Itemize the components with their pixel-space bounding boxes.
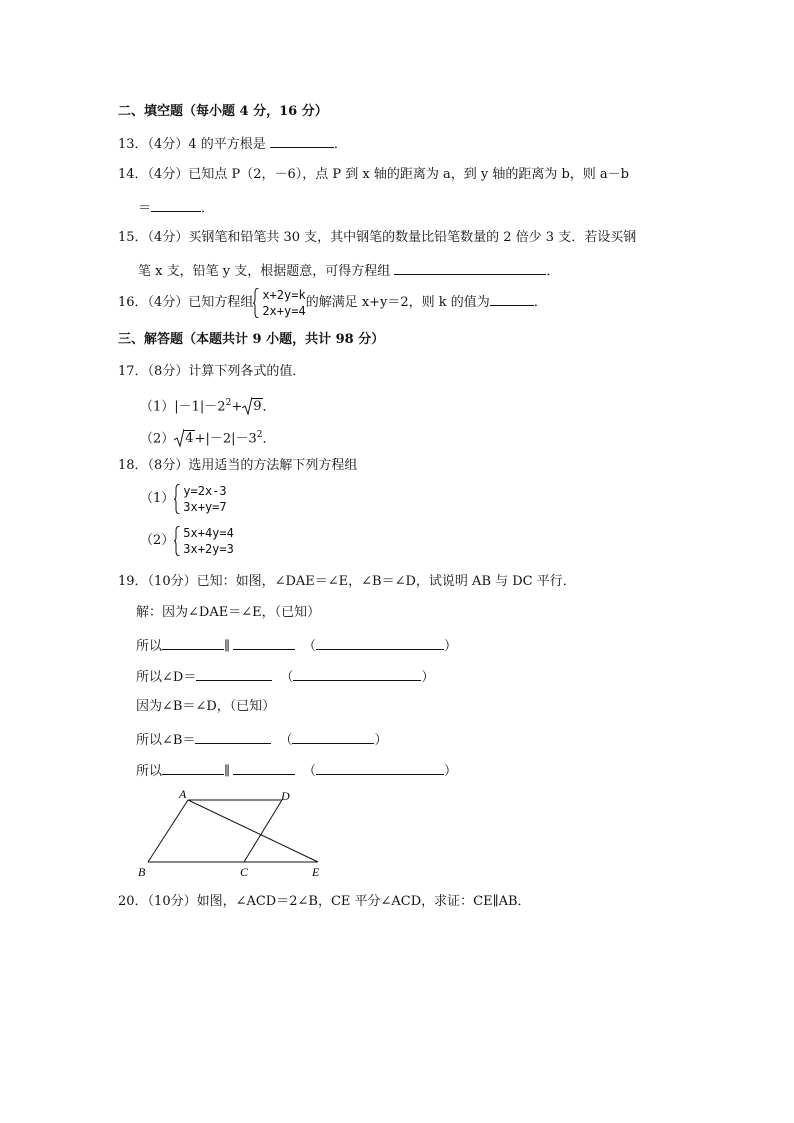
question-13	[118, 134, 347, 154]
q16-eq1: x+2y=k	[262, 287, 306, 302]
label-e: E	[312, 865, 320, 879]
q17-p1-plus: +	[231, 399, 243, 415]
segment-ab	[148, 800, 188, 862]
q17-p2-label: （2）	[140, 431, 175, 447]
q17-p1-a: |－1|－2	[174, 399, 226, 415]
q19-lp: （	[279, 733, 293, 748]
q19-l5: 所以∠B＝	[136, 733, 196, 748]
question-15-line2	[138, 261, 559, 281]
q15-line1: 15．（4分）买钢笔和铅笔共 30 支，其中钢笔的数量比铅笔数量的 2 倍少 3 支．若设买钢	[118, 230, 637, 245]
label-b: B	[138, 865, 146, 879]
q19-rp: ）	[421, 670, 435, 685]
segment-dc	[244, 800, 282, 862]
q18-p2-eq1: 5x+4y=4	[183, 525, 234, 540]
q17-p1-end: ．	[262, 399, 276, 415]
sqrt-icon	[242, 398, 262, 416]
q18-p2-system	[174, 525, 234, 557]
question-19-stem: 19．（10分）已知：如图，∠DAE＝∠E，∠B＝∠D，试说明 AB 与 DC 平行．	[118, 574, 576, 589]
q19-parallel: ∥	[224, 639, 231, 654]
q16-end: ．	[533, 295, 547, 310]
q19-blank-5[interactable]	[162, 761, 224, 775]
sqrt-icon	[174, 430, 194, 448]
q17-p2-end: ．	[262, 431, 276, 447]
question-14-line2	[138, 198, 214, 218]
q19-line3	[136, 667, 434, 687]
q17-p1-exp: 2	[225, 398, 232, 408]
q19-rp: ）	[444, 764, 458, 779]
q13-answer-blank[interactable]	[270, 134, 334, 148]
geometry-figure	[132, 786, 332, 882]
q18-p1-system	[174, 483, 226, 515]
q18-p2-eq2: 3x+2y=3	[183, 541, 234, 556]
q19-rp: ）	[374, 733, 388, 748]
question-16	[118, 286, 547, 320]
q15-end: ．	[546, 264, 560, 279]
q19-blank-4[interactable]	[195, 730, 271, 744]
brace-icon	[253, 288, 260, 318]
q19-so: 所以	[136, 764, 163, 779]
q16-answer-blank[interactable]	[490, 292, 534, 306]
q19-reason-4[interactable]	[316, 761, 444, 775]
q18-p1-eq1: y=2x-3	[183, 483, 227, 498]
brace-icon	[174, 526, 181, 556]
segment-ae	[188, 800, 318, 862]
q19-blank-2[interactable]	[233, 636, 295, 650]
q19-line6	[136, 761, 457, 781]
q18-p1-label: （1）	[140, 491, 175, 506]
q19-lp: （	[303, 764, 317, 779]
q19-lp: （	[280, 670, 294, 685]
q17-p2-a: +|－2|－3	[194, 431, 257, 447]
question-17-part2	[140, 426, 276, 448]
q14-line1: 14．（4分）已知点 P（2，－6），点 P 到 x 轴的距离为 a，到 y 轴的距离为 b，则 a－b	[118, 167, 629, 182]
q17-p2-radicand: 4	[185, 431, 194, 447]
brace-icon	[174, 484, 181, 514]
question-18-stem: 18．（8分）选用适当的方法解下列方程组	[118, 458, 358, 473]
q16-equation-system	[253, 287, 305, 319]
label-a: A	[179, 787, 187, 801]
q19-so: 所以	[136, 639, 163, 654]
q19-line1: 解：因为∠DAE＝∠E，（已知）	[136, 605, 321, 620]
q19-line4: 因为∠B＝∠D，（已知）	[136, 699, 276, 714]
q19-reason-2[interactable]	[293, 667, 421, 681]
q19-reason-3[interactable]	[292, 730, 374, 744]
q15-answer-blank[interactable]	[394, 261, 546, 275]
q19-lp: （	[303, 639, 317, 654]
q19-rp: ）	[444, 639, 458, 654]
q19-reason-1[interactable]	[316, 636, 444, 650]
q16-prefix: 16．（4分）已知方程组	[118, 295, 254, 310]
q19-line2	[136, 636, 457, 656]
question-17-part1	[140, 394, 276, 416]
q19-parallel: ∥	[224, 764, 231, 779]
question-15	[118, 229, 636, 247]
q14-end: ．	[201, 201, 215, 216]
q17-p2-exp: 2	[256, 430, 263, 440]
section-heading-fill-in: 二、填空题（每小题 4 分，16 分）	[118, 104, 328, 119]
q14-answer-blank[interactable]	[151, 198, 201, 212]
section-heading-solve: 三、解答题（本题共计 9 小题，共计 98 分）	[118, 332, 385, 347]
question-18-part1	[140, 482, 227, 516]
label-d: D	[281, 789, 290, 803]
q13-text: 13．（4分）4 的平方根是	[118, 137, 270, 152]
q19-blank-1[interactable]	[162, 636, 224, 650]
question-14	[118, 166, 629, 184]
question-18-part2	[140, 524, 234, 558]
q15-line2: 笔 x 支，铅笔 y 支，根据题意，可得方程组	[138, 264, 395, 279]
q17-p1-radicand: 9	[253, 399, 262, 415]
q16-eq2: 2x+y=4	[262, 303, 306, 318]
q13-end: ．	[333, 137, 347, 152]
q18-p1-eq2: 3x+y=7	[183, 499, 227, 514]
q18-p2-label: （2）	[140, 533, 175, 548]
question-17-stem: 17．（8分）计算下列各式的值．	[118, 364, 306, 379]
q19-line5	[136, 730, 387, 750]
label-c: C	[240, 865, 249, 879]
q17-p1-label: （1）	[140, 399, 175, 415]
q16-suffix: 的解满足 x+y＝2，则 k 的值为	[305, 295, 490, 310]
q19-blank-3[interactable]	[196, 667, 272, 681]
q19-blank-6[interactable]	[233, 761, 295, 775]
question-20: 20．（10分）如图，∠ACD＝2∠B，CE 平分∠ACD，求证：CE∥AB．	[118, 894, 531, 909]
q14-equals: ＝	[138, 201, 152, 216]
q19-l3: 所以∠D＝	[136, 670, 197, 685]
